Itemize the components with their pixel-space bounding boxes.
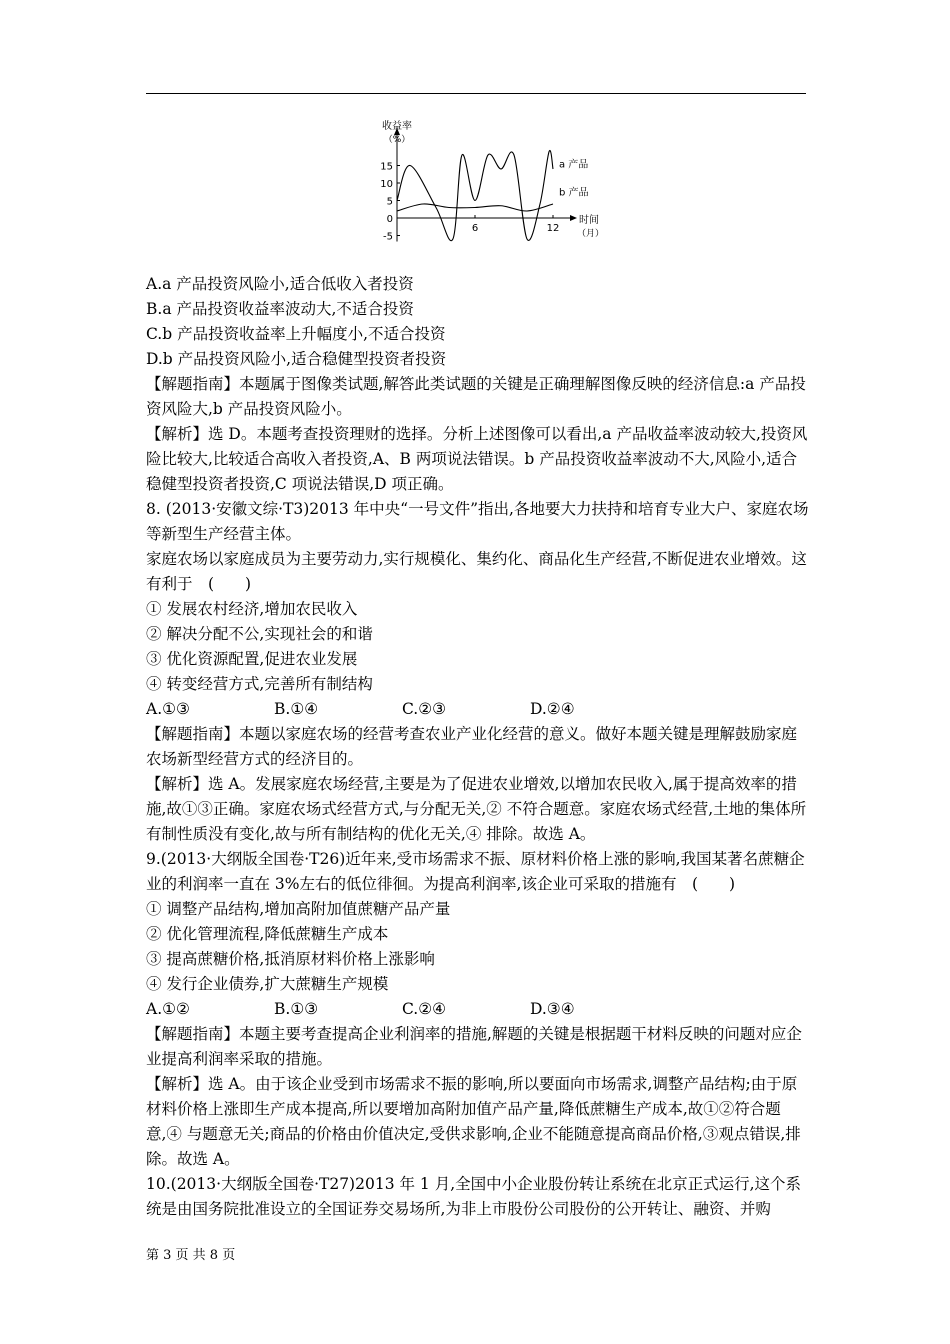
q8-stem: 8. (2013·安徽文综·T3)2013 年中央“一号文件”指出,各地要大力扶持和培育专业大户、家庭农场等新型生产经营主体。	[146, 500, 809, 543]
q7-guide: 【解题指南】本题属于图像类试题,解答此类试题的关键是正确理解图像反映的经济信息:a 产品投资风险大,b 产品投资风险小。	[146, 375, 806, 418]
q9-item-3: ③ 提高蔗糖价格,抵消原材料价格上涨影响	[146, 950, 435, 968]
y-tick-label: 10	[380, 179, 393, 190]
q9-options	[146, 997, 810, 1022]
y-axis-unit: （%）	[383, 135, 411, 145]
q8-item-4: ④ 转变经营方式,完善所有制结构	[146, 675, 373, 693]
q9-option: C.②④	[402, 1000, 447, 1018]
q8-item-3: ③ 优化资源配置,促进农业发展	[146, 650, 358, 668]
q7-option-d: D.b 产品投资风险小,适合稳健型投资者投资	[146, 350, 447, 368]
q9-analysis: 【解析】选 A。由于该企业受到市场需求不振的影响,所以要面向市场需求,调整产品结构;由于原材料价格上涨即生产成本提高,所以要增加高附加值产品产量,降低蔗糖生产成本,故①②符合题意,④ 与题意无关;商品的价格由价值决定,受供求影响,企业不能随意提高商品价格,③观点错误,排除。故选 A。	[146, 1075, 801, 1168]
q9-item-1: ① 调整产品结构,增加高附加值蔗糖产品产量	[146, 900, 451, 918]
x-tick-label: 12	[546, 223, 560, 234]
q8-option: B.①④	[274, 700, 319, 718]
q9-stem: 9.(2013·大纲版全国卷·T26)近年来,受市场需求不振、原材料价格上涨的影响,我国某著名蔗糖企业的利润率一直在 3%左右的低位徘徊。为提高利润率,该企业可采取的措施有 ( )	[146, 850, 805, 893]
page-body	[146, 272, 810, 1222]
y-tick-label: 0	[386, 214, 393, 225]
q9-item-2: ② 优化管理流程,降低蔗糖生产成本	[146, 925, 389, 943]
x-tick-label: 6	[471, 223, 479, 234]
yield-chart	[360, 118, 605, 258]
q7-option-c: C.b 产品投资收益率上升幅度小,不适合投资	[146, 325, 446, 343]
y-axis-label: 收益率	[382, 121, 412, 132]
q8-option: A.①③	[146, 700, 190, 718]
q9-option: D.③④	[530, 1000, 575, 1018]
q8-item-1: ① 发展农村经济,增加农民收入	[146, 600, 358, 618]
q8-item-2: ② 解决分配不公,实现社会的和谐	[146, 625, 373, 643]
q9-item-4: ④ 发行企业债券,扩大蔗糖生产规模	[146, 975, 389, 993]
header-rule	[146, 93, 806, 94]
q9-option: A.①②	[146, 1000, 190, 1018]
q7-option-b: B.a 产品投资收益率波动大,不适合投资	[146, 300, 414, 318]
q8-analysis: 【解析】选 A。发展家庭农场经营,主要是为了促进农业增效,以增加农民收入,属于提高效率的措施,故①③正确。家庭农场式经营方式,与分配无关,② 不符合题意。家庭农场式经营,土地的集体所有制性质没有变化,故与所有制结构的优化无关,④ 排除。故选 A。	[146, 775, 807, 843]
q7-option-a: A.a 产品投资风险小,适合低收入者投资	[146, 275, 414, 293]
y-tick-label: 5	[386, 196, 393, 208]
q9-guide: 【解题指南】本题主要考查提高企业利润率的措施,解题的关键是根据题干材料反映的问题对应企业提高利润率采取的措施。	[146, 1025, 802, 1068]
x-axis-label: 时间	[579, 215, 599, 226]
q8-stem-2: 家庭农场以家庭成员为主要劳动力,实行规模化、集约化、商品化生产经营,不断促进农业增效。这有利于 ( )	[146, 550, 807, 593]
q10-stem: 10.(2013·大纲版全国卷·T27)2013 年 1 月,全国中小企业股份转让系统在北京正式运行,这个系统是由国务院批准设立的全国证券交易场所,为非上市股份公司股份的公开转让、融资、并购	[146, 1175, 802, 1218]
q8-option: D.②④	[530, 700, 575, 718]
q8-option: C.②③	[402, 700, 447, 718]
x-axis-arrow	[570, 215, 577, 221]
y-tick-label: -5	[383, 231, 393, 243]
series-a-label: a 产品	[559, 159, 589, 171]
series-b-line	[397, 204, 553, 211]
q9-option: B.①③	[274, 1000, 319, 1018]
series-b-label: b 产品	[559, 187, 589, 199]
q8-guide: 【解题指南】本题以家庭农场的经营考查农业产业化经营的意义。做好本题关键是理解鼓励家庭农场新型经营方式的经济目的。	[146, 725, 798, 768]
page-footer: 第 3 页 共 8 页	[146, 1248, 236, 1263]
q8-options	[146, 697, 810, 722]
q7-analysis: 【解析】选 D。本题考查投资理财的选择。分析上述图像可以看出,a 产品收益率波动较大,投资风险比较大,比较适合高收入者投资,A、B 两项说法错误。b 产品投资收益率波动不大,风险小,适合稳健型投资者投资,C 项说法错误,D 项正确。	[146, 425, 808, 493]
chart-labels	[380, 119, 604, 243]
x-axis-unit: （月）	[577, 229, 605, 239]
y-tick-label: 15	[380, 161, 393, 173]
